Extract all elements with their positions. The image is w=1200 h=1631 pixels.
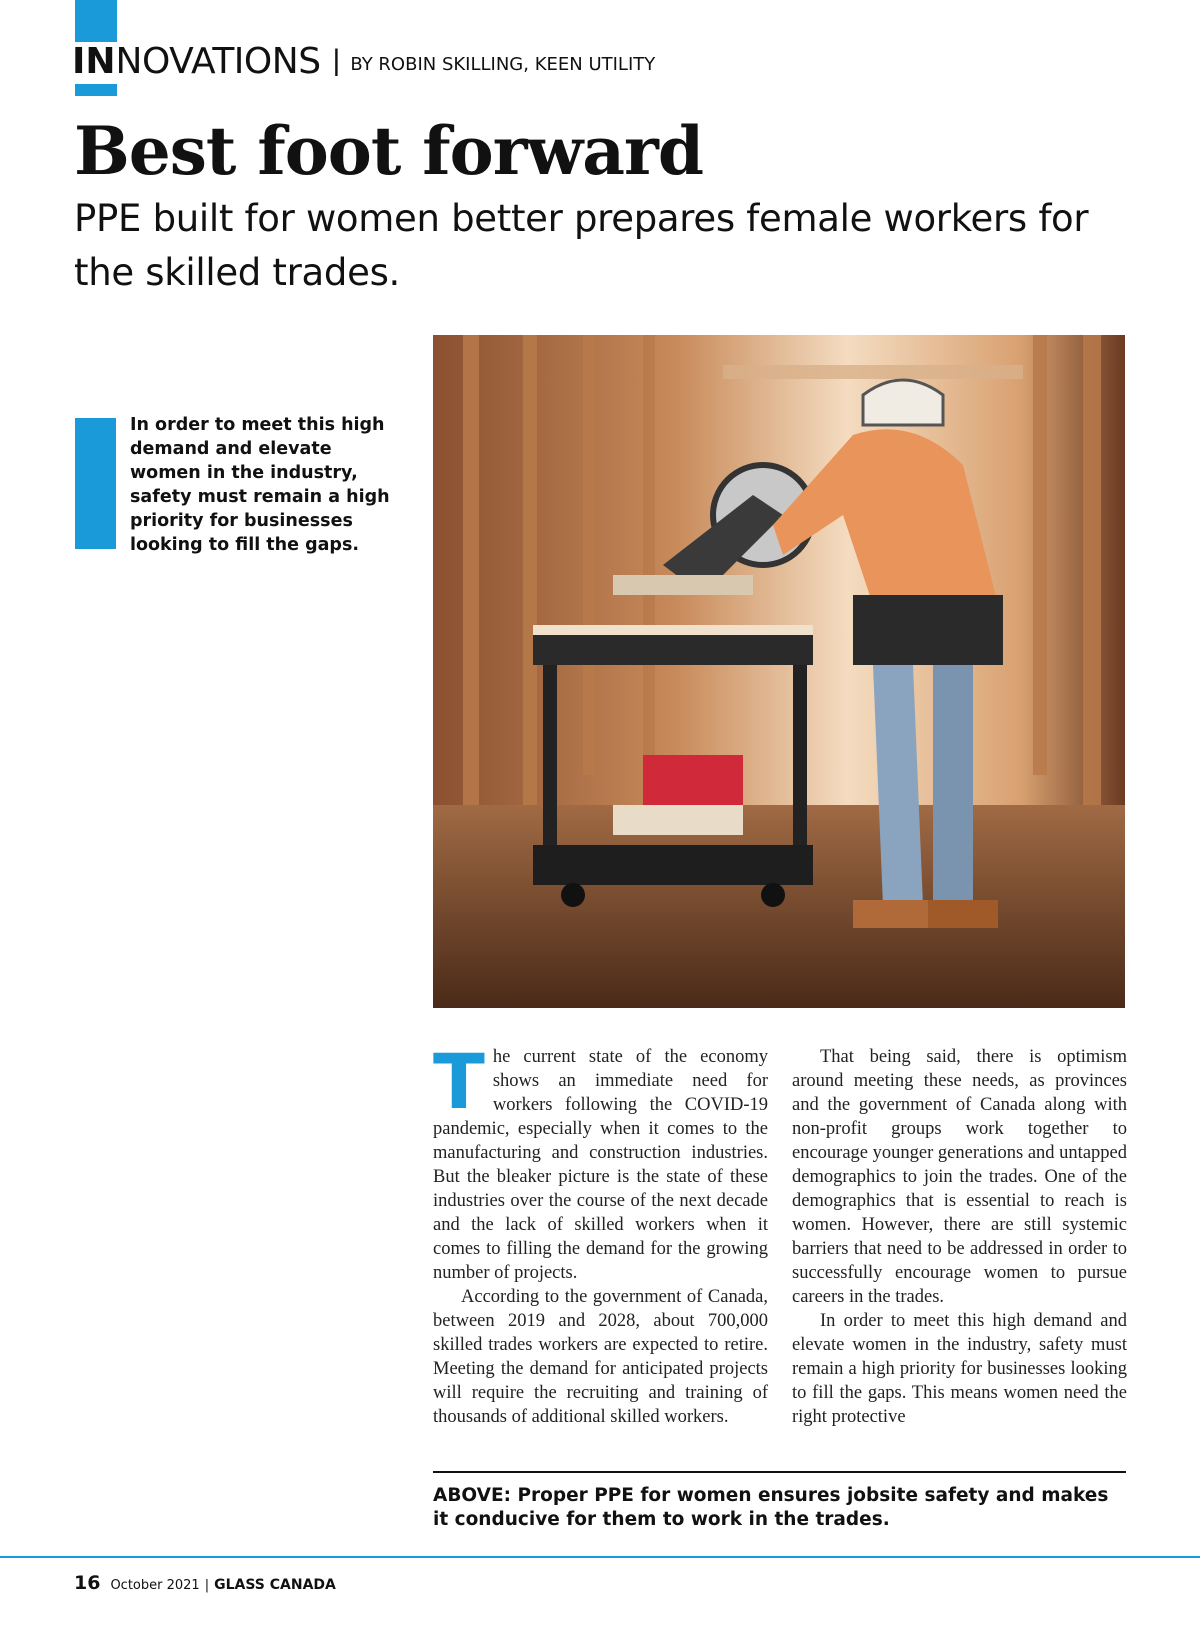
photo-caption: ABOVE: Proper PPE for women ensures jobsite safety and makes it conducive for them to work in the trades.	[433, 1485, 1109, 1530]
footer-rule	[0, 1556, 1200, 1558]
section-label-rest: NOVATIONS	[115, 40, 321, 82]
footer-separator: |	[204, 1578, 210, 1593]
paragraph	[433, 1037, 768, 1285]
photo-illustration	[433, 335, 1125, 1008]
paragraph: That being said, there is optimism around meeting these needs, as provinces and the government of Canada along with non-profit groups work together to encourage younger generations and untapped demographics to join the trades. One of the demographics that is essential to reach is women. However, there are still systemic barriers that need to be addressed in order to successfully encourage women to pursue careers in the trades.	[792, 1047, 1127, 1307]
article-photo	[433, 335, 1125, 1008]
drop-cap: T	[433, 1037, 485, 1126]
pull-quote: In order to meet this high demand and elevate women in the industry, safety must remain a high priority for businesses looking to fill the gaps.	[130, 415, 390, 555]
paragraph: In order to meet this high demand and elevate women in the industry, safety must remain a high priority for businesses looking to fill the gaps. This means women need the right protective	[792, 1311, 1127, 1427]
paragraph-text: he current state of the economy shows an immediate need for workers following the COVID-19 pandemic, especially when it comes to the manufacturing and construction industries. But the bleaker picture is the state of these industries over the course of the next decade and the lack of skilled workers when it comes to filling the demand for the growing number of projects.	[433, 1047, 768, 1283]
issue-date: October 2021	[110, 1578, 200, 1593]
page-number: 16	[74, 1572, 101, 1594]
article-column-left	[433, 1037, 768, 1429]
paragraph: According to the government of Canada, between 2019 and 2028, about 700,000 skilled trades workers are expected to retire. Meeting the demand for anticipated projects will require the recruiting and training of thousands of additional skilled workers.	[433, 1287, 768, 1427]
section-separator: |	[332, 44, 341, 77]
article-deck: PPE built for women better prepares female workers for the skilled trades.	[74, 197, 1089, 294]
section-label-bold: IN	[72, 40, 116, 82]
section-accent-bar-top	[75, 0, 117, 42]
caption-rule	[433, 1471, 1126, 1473]
section-accent-bar-bottom	[75, 84, 117, 96]
page-footer	[74, 1572, 336, 1594]
pull-quote-accent-bar	[75, 418, 116, 549]
article-column-right	[792, 1045, 1127, 1429]
section-header	[72, 38, 655, 84]
article-title: Best foot forward	[74, 112, 703, 190]
byline: BY ROBIN SKILLING, KEEN UTILITY	[350, 53, 656, 75]
magazine-name: GLASS CANADA	[214, 1577, 336, 1593]
